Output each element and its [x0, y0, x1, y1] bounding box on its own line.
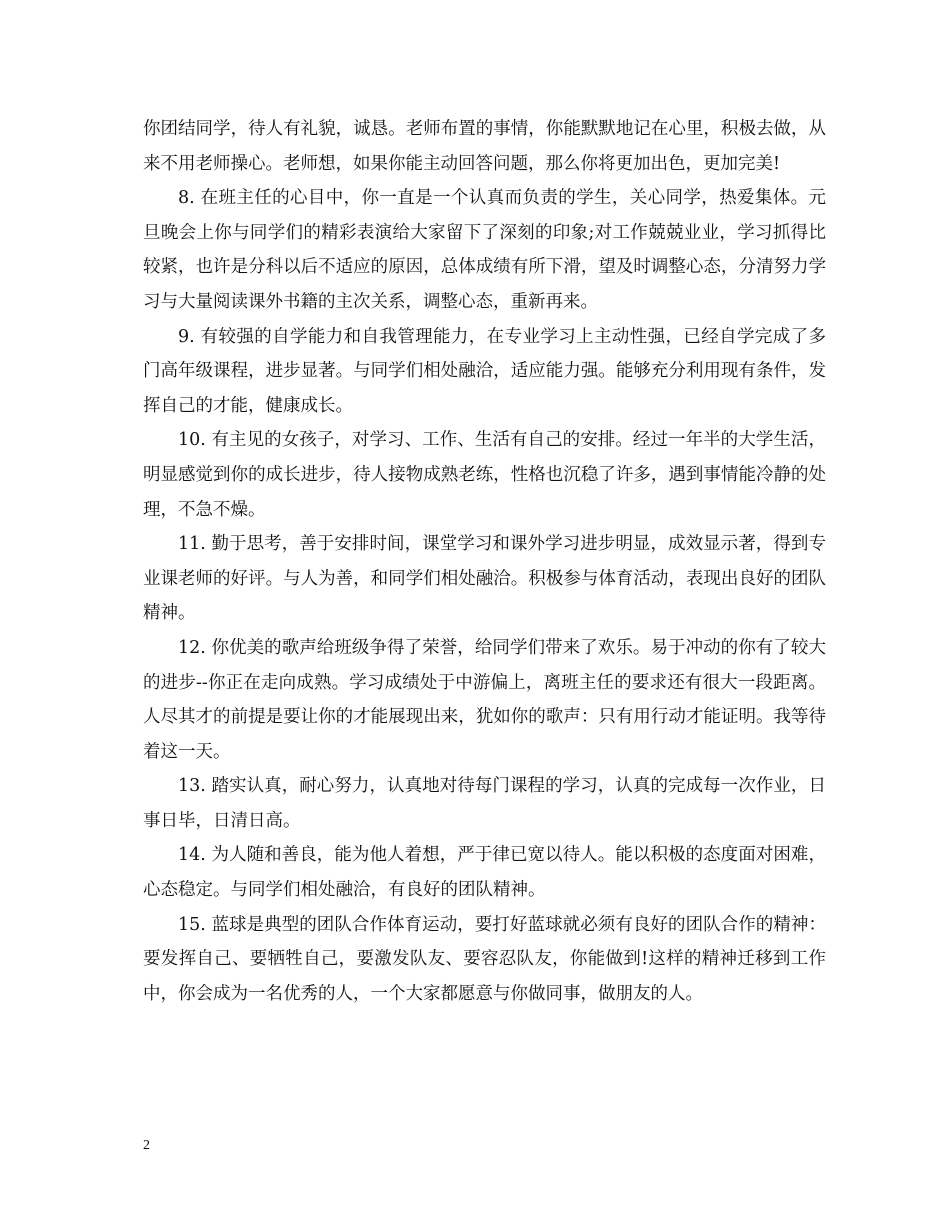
document-body: [143, 112, 826, 1011]
paragraph-item-9: 9. 有较强的自学能力和自我管理能力，在专业学习上主动性强，已经自学完成了多门高年级课程，进步显著。与同学们相处融洽，适应能力强。能够充分利用现有条件，发挥自己的才能，健康成长。: [143, 326, 826, 416]
paragraph-item-12: 12. 你优美的歌声给班级争得了荣誉，给同学们带来了欢乐。易于冲动的你有了较大的进步--你正在走向成熟。学习成绩处于中游偏上，离班主任的要求还有很大一段距离。人尽其才的前提是要让你的才能展现出来，犹如你的歌声：只有用行动才能证明。我等待着这一天。: [143, 637, 826, 762]
paragraph-item-13: 13. 踏实认真，耐心努力，认真地对待每门课程的学习，认真的完成每一次作业，日事日毕，日清日高。: [143, 776, 826, 831]
paragraph-item-15: 15. 蓝球是典型的团队合作体育运动，要打好蓝球就必须有良好的团队合作的精神：要发挥自己、要牺牲自己，要激发队友、要容忍队友，你能做到!这样的精神迁移到工作中，你会成为一名优秀的人，一个大家都愿意与你做同事，做朋友的人。: [143, 914, 826, 1004]
paragraph-item-10: 10. 有主见的女孩子，对学习、工作、生活有自己的安排。经过一年半的大学生活，明显感觉到你的成长进步，待人接物成熟老练，性格也沉稳了许多，遇到事情能冷静的处理，不急不燥。: [143, 430, 826, 520]
paragraph-continuation: 你团结同学，待人有礼貌，诚恳。老师布置的事情，你能默默地记在心里，积极去做，从来不用老师操心。老师想，如果你能主动回答问题，那么你将更加出色，更加完美!: [143, 119, 826, 174]
paragraph-item-11: 11. 勤于思考，善于安排时间，课堂学习和课外学习进步明显，成效显示著，得到专业课老师的好评。与人为善，和同学们相处融洽。积极参与体育活动，表现出良好的团队精神。: [143, 534, 826, 624]
paragraph-item-8: 8. 在班主任的心目中，你一直是一个认真而负责的学生，关心同学，热爱集体。元旦晚会上你与同学们的精彩表演给大家留下了深刻的印象;对工作兢兢业业，学习抓得比较紧，也许是分科以后不适应的原因，总体成绩有所下滑，望及时调整心态，分清努力学习与大量阅读课外书籍的主次关系，调整心态，重新再来。: [143, 188, 826, 312]
paragraph-item-14: 14. 为人随和善良，能为他人着想，严于律已宽以待人。能以积极的态度面对困难，心态稳定。与同学们相处融洽，有良好的团队精神。: [143, 845, 826, 901]
page-number: 2: [143, 1138, 150, 1153]
